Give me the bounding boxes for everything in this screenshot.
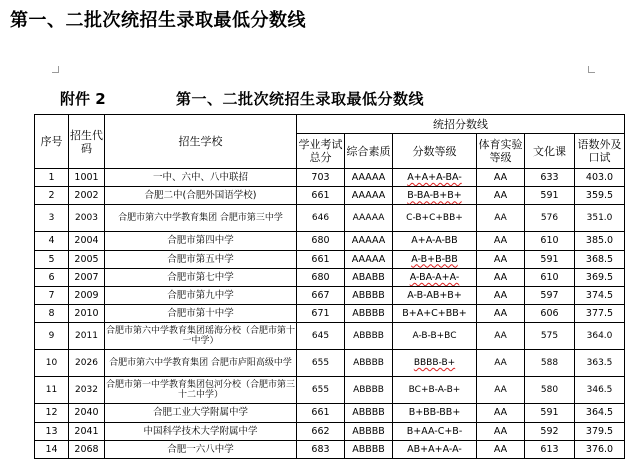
cell-code: 2005 (69, 250, 105, 268)
cell-code: 2009 (69, 286, 105, 304)
grade-text: A-BA-A+A- (409, 271, 460, 283)
cell-school: 合肥市第六中学教育集团瑶海分校（合肥市第十一中学） (105, 323, 297, 350)
cell-no: 13 (35, 422, 69, 440)
cell-total: 703 (297, 169, 345, 187)
cell-no: 1 (35, 169, 69, 187)
cell-lang: 364.5 (575, 404, 625, 422)
cell-grade: C-B+C+BB+ (393, 205, 477, 232)
cell-pe: AA (477, 232, 525, 250)
cell-code: 2026 (69, 350, 105, 377)
cell-pe: AA (477, 268, 525, 286)
cell-quality: ABBBB (345, 350, 393, 377)
cell-code: 2041 (69, 422, 105, 440)
cell-no: 3 (35, 205, 69, 232)
cell-grade (393, 187, 477, 205)
table-row (35, 268, 625, 286)
cell-school: 合肥工业大学附属中学 (105, 404, 297, 422)
attachment-label: 附件 2 (60, 90, 106, 108)
cell-no: 14 (35, 440, 69, 458)
cell-culture: 588 (525, 350, 575, 377)
grade-text: BBBB-B+ (413, 358, 456, 369)
cell-pe: AA (477, 169, 525, 187)
cell-grade: A-B-B+BC (393, 323, 477, 350)
cell-quality: AAAAA (345, 232, 393, 250)
cell-school: 合肥市第一中学教育集团包河分校（合肥市第三十二中学） (105, 377, 297, 404)
cell-grade (393, 350, 477, 377)
cell-lang: 351.0 (575, 205, 625, 232)
cell-culture: 591 (525, 404, 575, 422)
cell-grade: B+AA-C+B- (393, 422, 477, 440)
cell-total: 646 (297, 205, 345, 232)
header-grade: 分数等级 (393, 134, 477, 169)
cell-total: 667 (297, 286, 345, 304)
cell-school: 合肥市第五中学 (105, 250, 297, 268)
cell-pe: AA (477, 286, 525, 304)
header-school: 招生学校 (105, 115, 297, 169)
cell-grade (393, 268, 477, 286)
cell-total: 680 (297, 232, 345, 250)
cell-no: 8 (35, 305, 69, 323)
cell-lang: 363.5 (575, 350, 625, 377)
grade-text: B-BA-B+B+ (407, 190, 462, 202)
document-title: 第一、二批次统招生录取最低分数线 (176, 90, 425, 108)
cell-pe: AA (477, 323, 525, 350)
header-group: 统招分数线 (297, 115, 625, 134)
cell-total: 662 (297, 422, 345, 440)
cell-lang: 377.5 (575, 305, 625, 323)
cell-no: 5 (35, 250, 69, 268)
cell-pe: AA (477, 305, 525, 323)
cell-quality: ABBBB (345, 286, 393, 304)
cell-no: 10 (35, 350, 69, 377)
cell-culture: 610 (525, 232, 575, 250)
cell-culture: 591 (525, 250, 575, 268)
cell-grade (393, 169, 477, 187)
cell-grade: BC+B-A-B+ (393, 377, 477, 404)
cell-no: 2 (35, 187, 69, 205)
cell-no: 7 (35, 286, 69, 304)
cell-grade (393, 250, 477, 268)
cell-total: 645 (297, 323, 345, 350)
table-row (35, 250, 625, 268)
cell-grade: B+A+C+BB+ (393, 305, 477, 323)
cell-quality: ABABB (345, 268, 393, 286)
grade-text: A-B+B-BB (411, 253, 458, 265)
cell-quality: ABBBB (345, 404, 393, 422)
table-row (35, 377, 625, 404)
page-title: 第一、二批次统招生录取最低分数线 (10, 10, 306, 31)
cell-culture: 633 (525, 169, 575, 187)
cell-total: 655 (297, 350, 345, 377)
cell-pe: AA (477, 350, 525, 377)
cell-culture: 576 (525, 205, 575, 232)
table-row (35, 422, 625, 440)
cell-code: 2011 (69, 323, 105, 350)
table-row (35, 187, 625, 205)
cell-school: 合肥二中(合肥外国语学校) (105, 187, 297, 205)
cell-pe: AA (477, 440, 525, 458)
cell-total: 661 (297, 250, 345, 268)
cell-culture: 606 (525, 305, 575, 323)
document-header (0, 88, 644, 110)
cell-school: 合肥市第六中学教育集团 合肥市庐阳高级中学 (105, 350, 297, 377)
cell-culture: 575 (525, 323, 575, 350)
cell-lang: 403.0 (575, 169, 625, 187)
cell-lang: 364.0 (575, 323, 625, 350)
cell-no: 9 (35, 323, 69, 350)
cell-quality: AAAAA (345, 187, 393, 205)
table-row (35, 232, 625, 250)
cell-code: 2068 (69, 440, 105, 458)
cell-no: 6 (35, 268, 69, 286)
cell-quality: ABBBB (345, 377, 393, 404)
cell-code: 1001 (69, 169, 105, 187)
table-row (35, 305, 625, 323)
cell-school: 合肥市第四中学 (105, 232, 297, 250)
cell-total: 683 (297, 440, 345, 458)
cell-grade: A-B-AB+B+ (393, 286, 477, 304)
cell-code: 2002 (69, 187, 105, 205)
cell-code: 2032 (69, 377, 105, 404)
cell-pe: AA (477, 377, 525, 404)
cell-quality: AAAAA (345, 169, 393, 187)
table-row (35, 440, 625, 458)
cell-total: 655 (297, 377, 345, 404)
score-table (34, 114, 625, 459)
table-row (35, 323, 625, 350)
table-row (35, 404, 625, 422)
cell-lang: 369.5 (575, 268, 625, 286)
header-pe: 体育实验等级 (477, 134, 525, 169)
cell-total: 671 (297, 305, 345, 323)
cell-no: 11 (35, 377, 69, 404)
cell-quality: AAAAA (345, 205, 393, 232)
cell-code: 2003 (69, 205, 105, 232)
cell-total: 661 (297, 187, 345, 205)
cell-total: 661 (297, 404, 345, 422)
cell-grade: B+BB-BB+ (393, 404, 477, 422)
cell-quality: ABBBB (345, 323, 393, 350)
cell-pe: AA (477, 422, 525, 440)
cell-grade: AB+A+A-A- (393, 440, 477, 458)
cell-school: 合肥一六八中学 (105, 440, 297, 458)
cell-lang: 379.5 (575, 422, 625, 440)
cell-pe: AA (477, 187, 525, 205)
table-row (35, 169, 625, 187)
table-row (35, 350, 625, 377)
header-code: 招生代码 (69, 115, 105, 169)
cell-lang: 385.0 (575, 232, 625, 250)
cell-school: 合肥市第七中学 (105, 268, 297, 286)
cell-lang: 359.5 (575, 187, 625, 205)
cell-culture: 580 (525, 377, 575, 404)
table-row (35, 205, 625, 232)
cell-culture: 591 (525, 187, 575, 205)
table-row (35, 286, 625, 304)
cell-lang: 368.5 (575, 250, 625, 268)
cell-quality: ABBBB (345, 440, 393, 458)
cell-school: 合肥市第六中学教育集团 合肥市第三中学 (105, 205, 297, 232)
header-no: 序号 (35, 115, 69, 169)
cell-culture: 592 (525, 422, 575, 440)
header-total: 学业考试总分 (297, 134, 345, 169)
cell-code: 2007 (69, 268, 105, 286)
cell-culture: 610 (525, 268, 575, 286)
cell-school: 合肥市第十中学 (105, 305, 297, 323)
header-quality: 综合素质 (345, 134, 393, 169)
cell-quality: ABBBB (345, 305, 393, 323)
cell-pe: AA (477, 404, 525, 422)
cell-grade: A+A-A-BB (393, 232, 477, 250)
cell-code: 2040 (69, 404, 105, 422)
cell-culture: 597 (525, 286, 575, 304)
cell-quality: AAAAA (345, 250, 393, 268)
cell-no: 4 (35, 232, 69, 250)
cell-total: 680 (297, 268, 345, 286)
cell-quality: ABBBB (345, 422, 393, 440)
page-corner-mark-left (52, 66, 59, 73)
cell-culture: 613 (525, 440, 575, 458)
cell-code: 2004 (69, 232, 105, 250)
cell-code: 2010 (69, 305, 105, 323)
cell-lang: 376.0 (575, 440, 625, 458)
cell-school: 合肥市第九中学 (105, 286, 297, 304)
cell-school: 中国科学技术大学附属中学 (105, 422, 297, 440)
header-lang: 语数外及口试 (575, 134, 625, 169)
cell-pe: AA (477, 205, 525, 232)
cell-pe: AA (477, 250, 525, 268)
grade-text: A+A+A-BA- (407, 172, 462, 184)
cell-school: 一中、六中、八中联招 (105, 169, 297, 187)
cell-lang: 346.5 (575, 377, 625, 404)
cell-lang: 374.5 (575, 286, 625, 304)
header-culture: 文化课 (525, 134, 575, 169)
cell-no: 12 (35, 404, 69, 422)
page-corner-mark-right (588, 66, 595, 73)
